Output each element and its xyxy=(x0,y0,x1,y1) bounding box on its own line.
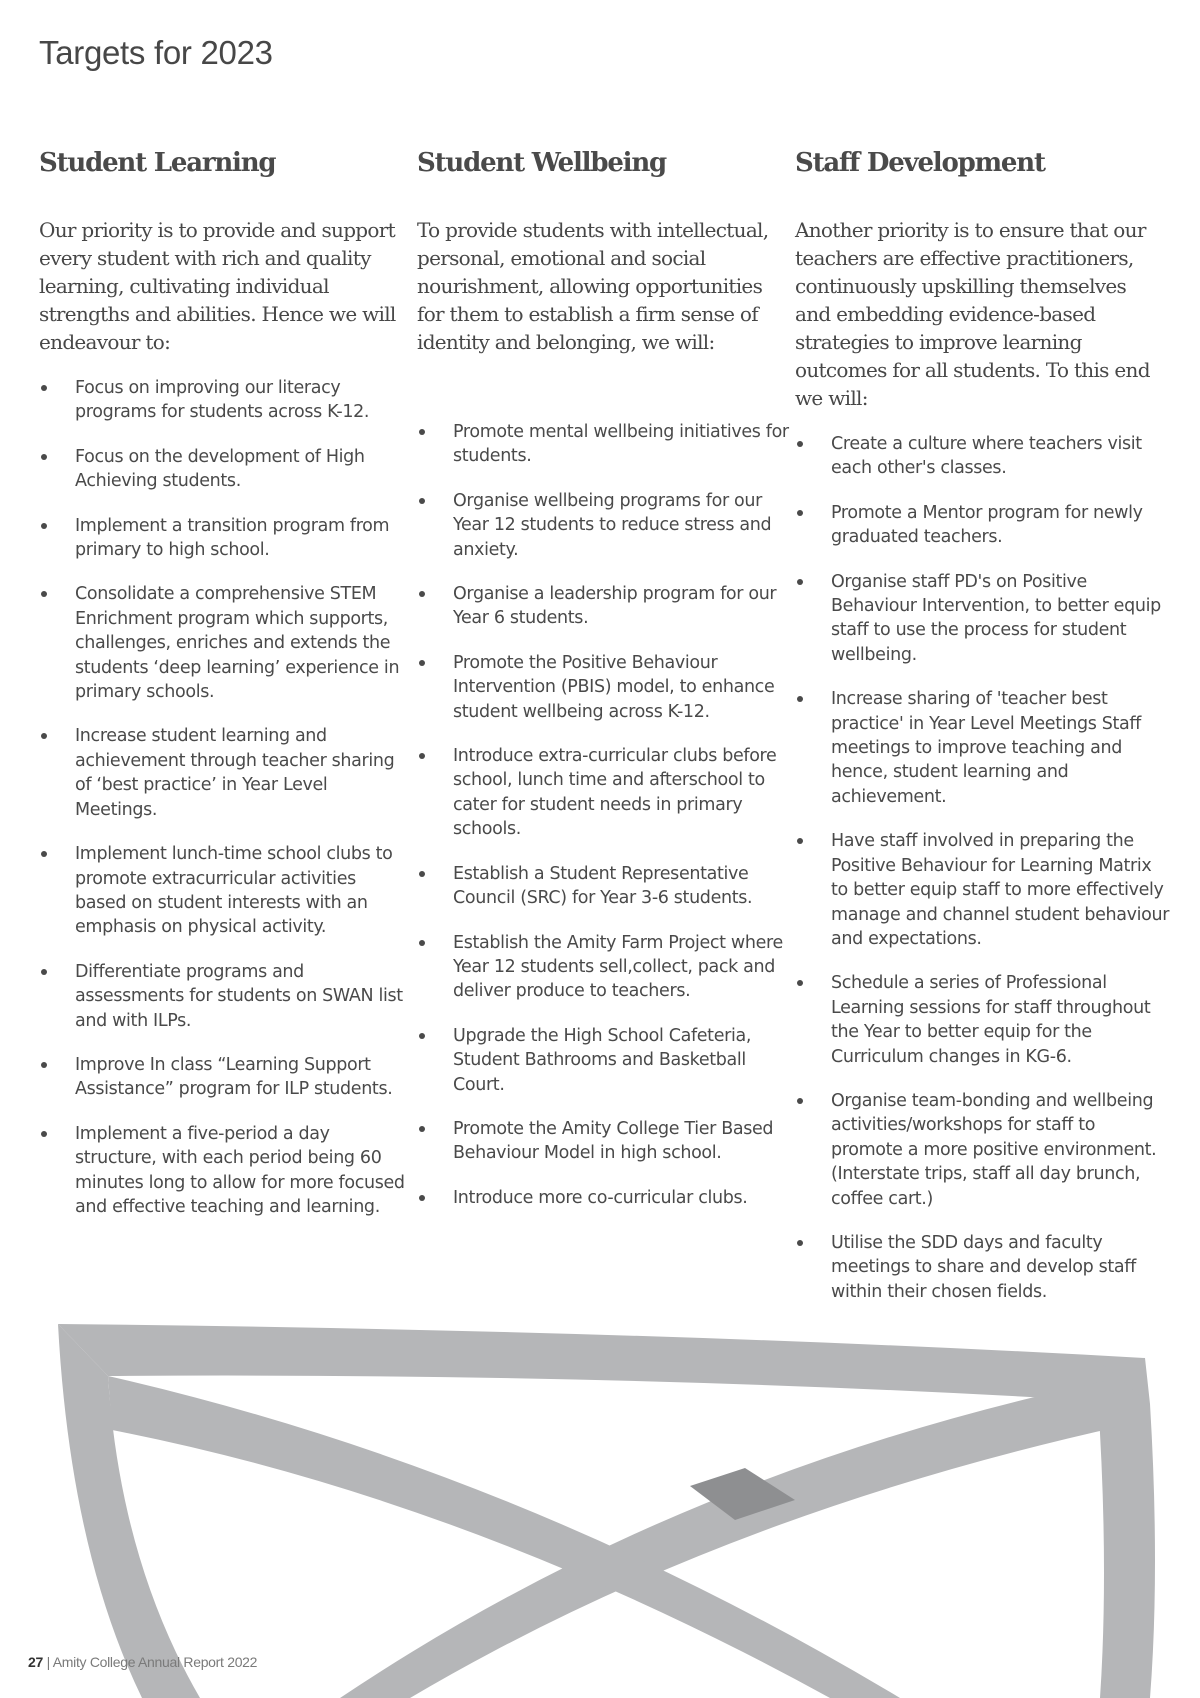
list-item xyxy=(417,420,792,469)
list-item-text: Consolidate a comprehensive STEM Enrichment program which supports, challenges, enriches and extends the students ‘deep learning’ experience in primary schools. xyxy=(75,584,400,703)
list-item-text: Implement lunch-time school clubs to promote extracurricular activities based on student interests with an emphasis on physical activity. xyxy=(75,844,393,938)
list-item-text: Upgrade the High School Cafeteria, Student Bathrooms and Basketball Court. xyxy=(453,1025,752,1095)
bullet-dot-icon xyxy=(419,940,425,946)
list-item xyxy=(39,1053,411,1102)
bullet-dot-icon xyxy=(419,1195,425,1201)
list-item-text: Increase student learning and achievement through teacher sharing of ‘best practice’ in Year Level Meetings. xyxy=(75,726,395,820)
list-item-text: Create a culture where teachers visit each other's classes. xyxy=(831,434,1142,479)
list-item xyxy=(795,687,1170,809)
bullet-dot-icon xyxy=(41,969,47,975)
list-item-text: Improve In class “Learning Support Assistance” program for ILP students. xyxy=(75,1054,393,1100)
list-item-text: Organise team-bonding and wellbeing activities/workshops for staff to promote a more positive environment. (Interstate trips, staff all day brunch, coffee cart.) xyxy=(831,1090,1157,1209)
bullet-dot-icon xyxy=(419,429,425,435)
column-intro: To provide students with intellectual, personal, emotional and social nourishment, allowing opportunities for them to establish a firm sense of identity and belonging, we will: xyxy=(417,218,769,354)
list-item-text: Schedule a series of Professional Learning sessions for staff throughout the Year to better equip for the Curriculum changes in KG-6. xyxy=(831,973,1151,1067)
list-item-text: Promote the Amity College Tier Based Behaviour Model in high school. xyxy=(453,1118,774,1164)
list-item-text: Differentiate programs and assessments for students on SWAN list and with ILPs. xyxy=(75,961,403,1031)
list-item xyxy=(39,514,411,563)
column-intro: Our priority is to provide and support every student with rich and quality learning, cultivating individual strengths and abilities. Hence we will endeavour to: xyxy=(39,218,396,354)
bullet-dot-icon xyxy=(797,1240,803,1246)
bullet-dot-icon xyxy=(797,441,803,447)
list-item-text: Utilise the SDD days and faculty meetings to share and develop staff within their chosen fields. xyxy=(831,1232,1136,1302)
list-item xyxy=(39,376,411,425)
list-item xyxy=(39,724,411,822)
list-item xyxy=(795,570,1170,668)
list-item-text: Focus on the development of High Achieving students. xyxy=(75,446,365,492)
bullet-dot-icon xyxy=(419,660,425,666)
list-item xyxy=(417,931,792,1004)
list-item-text: Increase sharing of 'teacher best practice' in Year Level Meetings Staff meetings to improve teaching and hence, student learning and achievement. xyxy=(831,689,1141,807)
bullet-dot-icon xyxy=(41,454,47,460)
list-item xyxy=(417,1024,792,1097)
list-item-text: Organise staff PD's on Positive Behaviour Intervention, to better equip staff to use the process for student wellbeing. xyxy=(831,571,1161,665)
column-heading: Student Wellbeing xyxy=(417,148,667,178)
list-item xyxy=(795,1089,1170,1211)
list-item xyxy=(795,971,1170,1069)
bullet-dot-icon xyxy=(797,980,803,986)
bullet-dot-icon xyxy=(41,591,47,597)
top-arc-band xyxy=(58,1324,1150,1404)
bullet-dot-icon xyxy=(797,838,803,844)
list-item-text: Introduce more co-curricular clubs. xyxy=(453,1187,748,1208)
list-item xyxy=(39,842,411,940)
list-item xyxy=(417,651,792,724)
bullet-dot-icon xyxy=(41,1131,47,1137)
list-item-text: Have staff involved in preparing the Positive Behaviour for Learning Matrix to better equip staff to more effectively manage and channel student behaviour and expectations. xyxy=(831,831,1170,949)
bullet-list xyxy=(39,376,411,1239)
footer-separator: | xyxy=(42,1654,53,1670)
list-item xyxy=(417,582,792,631)
bullet-dot-icon xyxy=(419,1033,425,1039)
bullet-dot-icon xyxy=(419,753,425,759)
bullet-dot-icon xyxy=(419,1126,425,1132)
list-item xyxy=(795,829,1170,951)
list-item xyxy=(795,432,1170,481)
bullet-dot-icon xyxy=(797,696,803,702)
list-item xyxy=(39,445,411,494)
bullet-dot-icon xyxy=(797,510,803,516)
list-item xyxy=(417,862,792,911)
column-heading: Staff Development xyxy=(795,148,1045,178)
list-item-text: Organise wellbeing programs for our Year 12 students to reduce stress and anxiety. xyxy=(453,490,772,560)
list-item xyxy=(417,489,792,562)
bullet-dot-icon xyxy=(419,498,425,504)
column-student-wellbeing xyxy=(417,146,795,1208)
bullet-dot-icon xyxy=(41,523,47,529)
list-item xyxy=(795,501,1170,550)
cross-band-falling xyxy=(108,1376,900,1698)
list-item xyxy=(417,1117,792,1166)
page-title: Targets for 2023 xyxy=(39,34,273,71)
list-item xyxy=(417,744,792,842)
list-item-text: Establish the Amity Farm Project where Year 12 students sell,collect, pack and deliver produce to teachers. xyxy=(453,932,783,1002)
page-footer xyxy=(28,1654,257,1670)
bullet-list xyxy=(795,432,1170,1324)
cross-band-rising xyxy=(340,1380,1122,1698)
page-number: 27 xyxy=(28,1654,43,1670)
bullet-dot-icon xyxy=(41,851,47,857)
list-item xyxy=(795,1231,1170,1304)
left-arc-band xyxy=(58,1324,200,1698)
column-intro: Another priority is to ensure that our teachers are effective practitioners, continuously upskilling themselves and embedding evidence-based strategies to improve learning outcomes for all students. To this end we will: xyxy=(795,218,1150,410)
list-item-text: Promote mental wellbeing initiatives for students. xyxy=(453,422,789,467)
bullet-dot-icon xyxy=(797,579,803,585)
list-item xyxy=(417,1186,792,1210)
bullet-dot-icon xyxy=(41,385,47,391)
column-heading: Student Learning xyxy=(39,148,276,178)
bullet-dot-icon xyxy=(41,1062,47,1068)
publication-name: Amity College Annual Report 2022 xyxy=(52,1654,258,1670)
list-item-text: Promote the Positive Behaviour Intervention (PBIS) model, to enhance student wellbeing across K-12. xyxy=(453,652,775,722)
list-item-text: Implement a transition program from primary to high school. xyxy=(75,515,390,561)
list-item-text: Focus on improving our literacy programs for students across K-12. xyxy=(75,378,370,423)
list-item-text: Implement a five-period a day structure, with each period being 60 minutes long to allow for more focused and effective teaching and learning. xyxy=(75,1123,405,1217)
column-staff-development xyxy=(795,146,1180,1302)
bullet-dot-icon xyxy=(419,591,425,597)
bullet-dot-icon xyxy=(41,733,47,739)
list-item xyxy=(39,582,411,704)
bullet-dot-icon xyxy=(419,871,425,877)
decorative-arcs xyxy=(0,1300,1200,1698)
column-student-learning xyxy=(39,146,407,1217)
list-item-text: Introduce extra-curricular clubs before school, lunch time and afterschool to cater for student needs in primary schools. xyxy=(453,746,777,840)
list-item-text: Establish a Student Representative Council (SRC) for Year 3-6 students. xyxy=(453,863,753,909)
list-item-text: Promote a Mentor program for newly graduated teachers. xyxy=(831,502,1143,548)
bullet-dot-icon xyxy=(797,1098,803,1104)
list-item xyxy=(39,1122,411,1220)
bullet-list xyxy=(417,420,792,1230)
list-item-text: Organise a leadership program for our Year 6 students. xyxy=(453,584,777,629)
list-item xyxy=(39,960,411,1033)
